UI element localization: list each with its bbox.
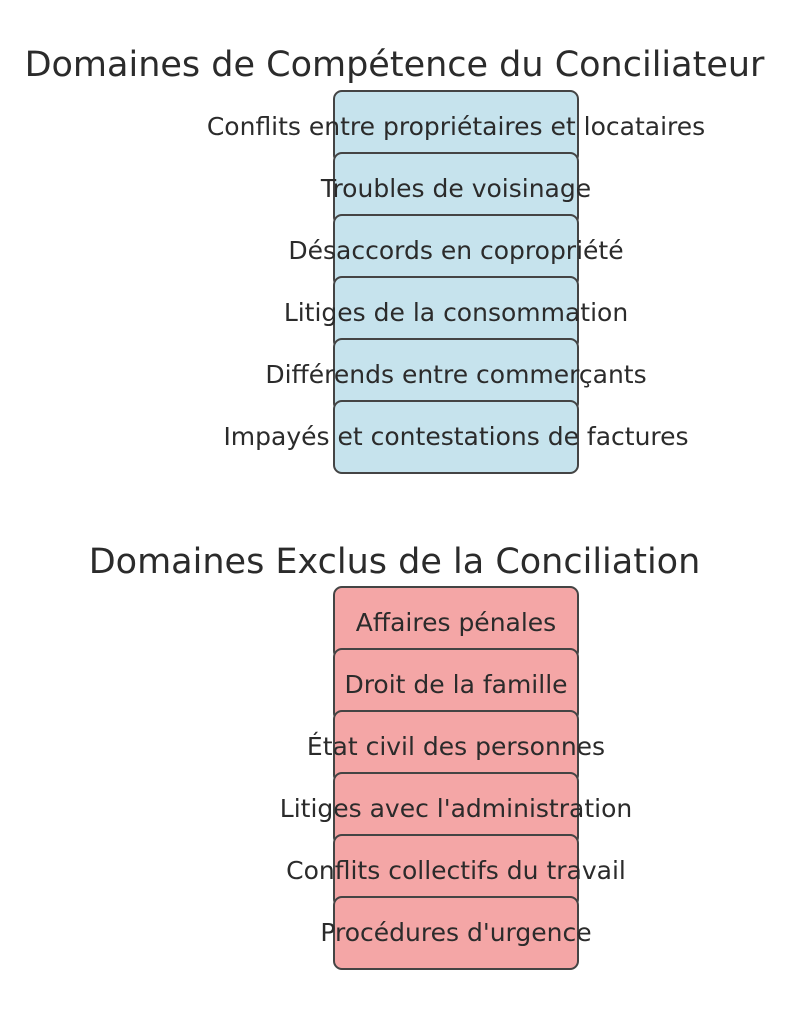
excluded-item-5: Conflits collectifs du travail (286, 856, 626, 885)
competence-item-6: Impayés et contestations de factures (223, 422, 689, 451)
competence-item-3: Désaccords en copropriété (288, 236, 624, 265)
excluded-item-3: État civil des personnes (306, 732, 606, 761)
competence-item-5: Différends entre commerçants (265, 360, 647, 389)
section-title-competence: Domaines de Compétence du Conciliateur (24, 45, 765, 85)
competence-item-4: Litiges de la consommation (283, 298, 629, 327)
excluded-item-1: Affaires pénales (355, 608, 557, 637)
excluded-item-2: Droit de la famille (344, 670, 568, 699)
competence-item-2: Troubles de voisinage (320, 174, 592, 203)
excluded-item-6: Procédures d'urgence (320, 918, 592, 947)
section-title-excluded: Domaines Exclus de la Conciliation (88, 542, 701, 582)
excluded-item-4: Litiges avec l'administration (279, 794, 633, 823)
competence-item-1: Conflits entre propriétaires et locataires (206, 112, 706, 141)
